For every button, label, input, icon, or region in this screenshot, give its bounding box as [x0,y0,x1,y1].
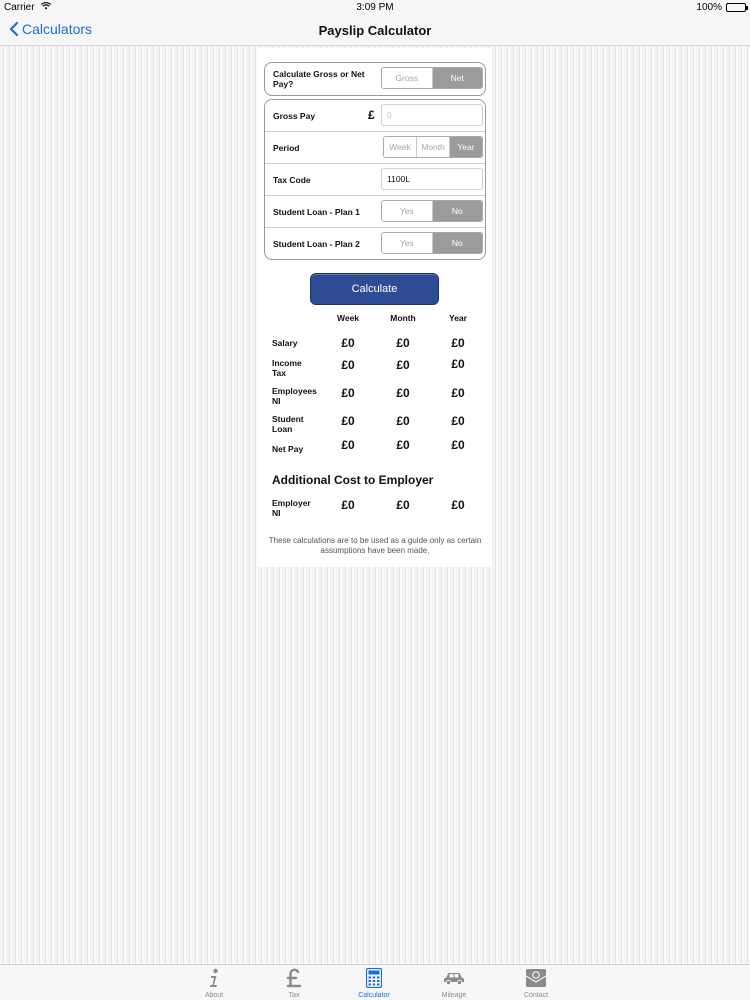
tax-code-input[interactable]: 1100L [381,168,483,190]
tab-calculator[interactable] [344,967,404,1000]
segment-gross[interactable]: Gross [382,68,433,88]
tab-contact[interactable] [506,967,566,1000]
segment-plan1-no[interactable]: No [433,201,483,221]
student-loan-plan1-row [265,196,485,228]
carrier-text: Carrier [4,2,35,13]
clock: 3:09 PM [356,2,394,13]
status-bar [0,0,750,16]
segment-net[interactable]: Net [433,68,483,88]
tab-about-label: About [204,992,224,999]
tab-tax[interactable] [264,967,324,1000]
calculator-panel [258,48,492,567]
tax-code-row [265,164,485,196]
tab-tax-label: Tax [288,992,300,999]
segment-plan2-no[interactable]: No [433,233,483,253]
calculator-icon [344,967,404,989]
result-net-pay-week: £0 [341,438,355,452]
result-employees-ni-month: £0 [396,386,410,400]
result-salary-month: £0 [396,336,410,350]
info-icon [184,967,244,989]
results-column-year: Year [449,313,467,323]
disclaimer-text: These calculations are to be used as a guide only as certain assumptions have been made. [268,536,482,555]
student-loan-plan1-segmented-control [381,200,483,222]
gross-net-group [264,62,486,96]
tab-about[interactable] [184,967,244,1000]
result-student-loan-year: £0 [451,414,465,428]
gross-net-segmented-control [381,67,483,89]
pound-currency-label: £ [368,108,375,122]
segment-plan2-yes[interactable]: Yes [382,233,433,253]
tab-mileage[interactable] [424,967,484,1000]
battery-indicator [696,2,746,13]
back-button-label: Calculators [22,21,93,37]
student-loan-plan2-label: Student Loan - Plan 2 [273,239,360,249]
pound-icon [264,967,324,989]
page-title: Payslip Calculator [318,23,432,38]
employer-section-title: Additional Cost to Employer [272,473,434,487]
result-employer-ni-month: £0 [396,498,410,512]
result-employees-ni-week: £0 [341,386,355,400]
tab-bar [0,964,750,1000]
contact-envelope-icon [506,967,566,989]
result-student-loan-week: £0 [341,414,355,428]
period-label: Period [273,143,300,153]
results-column-week: Week [336,313,360,323]
student-loan-plan2-row [265,228,485,260]
car-icon [424,967,484,989]
result-income-tax-week: £0 [341,358,355,372]
tax-code-label: Tax Code [273,175,311,185]
gross-net-label: Calculate Gross or Net Pay? [273,69,365,89]
result-net-pay-year: £0 [451,438,465,452]
period-segmented-control [383,136,483,158]
segment-month[interactable]: Month [417,137,450,157]
navigation-bar [0,16,750,46]
details-group [264,99,486,260]
results-column-month: Month [390,313,416,323]
gross-pay-input[interactable]: 0 [381,104,483,126]
segment-week[interactable]: Week [384,137,417,157]
result-student-loan-month: £0 [396,414,410,428]
battery-icon [726,3,746,12]
battery-percent: 100% [696,2,722,13]
gross-pay-row [265,100,485,132]
calculate-button[interactable]: Calculate [310,273,439,305]
tab-mileage-label: Mileage [441,992,467,999]
result-net-pay-month: £0 [396,438,410,452]
tab-contact-label: Contact [523,992,549,999]
student-loan-plan1-label: Student Loan - Plan 1 [273,207,360,217]
result-label-net-pay: Net Pay [272,444,304,454]
result-employer-ni-year: £0 [451,498,465,512]
gross-net-row [265,63,485,95]
result-income-tax-year: £0 [451,357,465,371]
result-salary-week: £0 [341,336,355,350]
result-label-employer-ni: Employer NI [272,498,311,518]
result-label-salary: Salary [272,338,298,348]
result-employees-ni-year: £0 [451,386,465,400]
result-employer-ni-week: £0 [341,498,355,512]
segment-plan1-yes[interactable]: Yes [382,201,433,221]
result-label-employees-ni: Employees NI [272,386,317,406]
student-loan-plan2-segmented-control [381,232,483,254]
result-income-tax-month: £0 [396,358,410,372]
result-salary-year: £0 [451,336,465,350]
result-label-income-tax: Income Tax [272,358,302,378]
result-label-student-loan: Student Loan [272,414,304,434]
segment-year[interactable]: Year [450,137,482,157]
period-row [265,132,485,164]
gross-pay-label: Gross Pay [273,111,316,121]
tab-calculator-label: Calculator [358,992,390,999]
